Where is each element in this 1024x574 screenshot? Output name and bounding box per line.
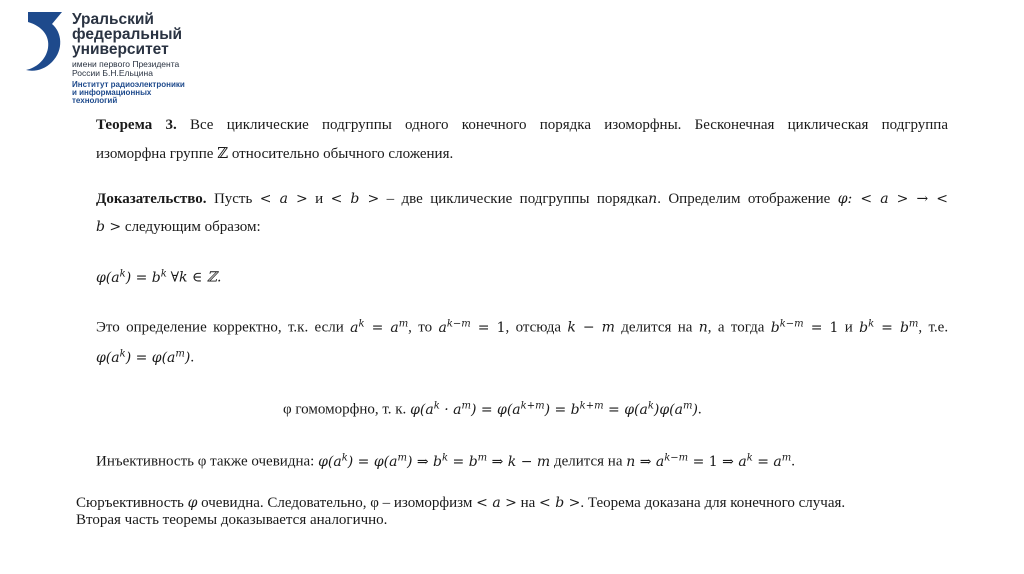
surjectivity-line-2: Вторая часть теоремы доказывается аналогично.	[76, 512, 388, 528]
math-phi-map: φ: < a > → <	[837, 191, 949, 207]
institute-name: Институт радиоэлектроники и информационных технологий	[72, 80, 185, 105]
math-b-end: b >	[96, 219, 122, 235]
theorem-label: Теорема 3.	[96, 117, 177, 133]
injectivity-line: Инъективность φ также очевидна: $\varphi(a^k) = \varphi(a^m)$ ⇒ $b^k = b^m$ ⇒ k − m делится на n ⇒ $a^{k-m} = 1$ ⇒ $a^k = a^m$.	[96, 452, 795, 470]
proof-line-2: b > следующим образом:	[96, 219, 261, 235]
university-logo	[22, 10, 222, 110]
university-name: Уральский федеральный университет	[72, 11, 183, 58]
correctness-line-1: Это определение корректно, т.к. если $a^k = a^m$, то $a^{k-m} = 1$, отсюда k − m делится на n, а тогда $b^{k-m} = 1$ и $b^k = b^m$, т.е.	[96, 318, 949, 336]
math-n: n	[648, 191, 658, 207]
urfu-logo-icon	[22, 10, 68, 76]
math-b: < b >	[330, 191, 380, 207]
theorem-text-1: Все циклические подгруппы одного конечного порядка изоморфны. Бесконечная циклическая подгруппа	[189, 117, 948, 133]
correctness-line-2: $\varphi(a^k) = \varphi(a^m)$.	[96, 348, 195, 366]
theorem-text-2a: изоморфна группе	[96, 146, 214, 162]
proof-label: Доказательство.	[96, 191, 207, 207]
surjectivity-line-1: Сюръективность φ очевидна. Следовательно, φ – изоморфизм < a > на < b >. Теорема доказана для конечного случая.	[76, 495, 846, 511]
theorem-text-2b: относительно обычного сложения.	[231, 146, 454, 162]
university-subtitle: имени первого Президента России Б.Н.Ельцина	[72, 59, 180, 78]
proof-line-1: Доказательство. Пусть < a > и < b > – две циклические подгруппы порядкаn. Определим отображение φ: < a > → <	[96, 191, 949, 207]
theorem-line-1	[96, 117, 948, 134]
theorem-line-2	[96, 144, 453, 163]
homomorphism-line: φ гомоморфно, т. к. $\varphi(a^k \cdot a^m) = \varphi(a^{k+m}) = b^{k+m} = \varphi(a^k)\varphi(a^m)$.	[283, 400, 702, 418]
definition-formula: $\varphi(a^k) = b^k$ ∀k ∈ ℤ.	[96, 268, 222, 286]
math-a: < a >	[259, 191, 308, 207]
integers-symbol: ℤ	[217, 146, 229, 162]
